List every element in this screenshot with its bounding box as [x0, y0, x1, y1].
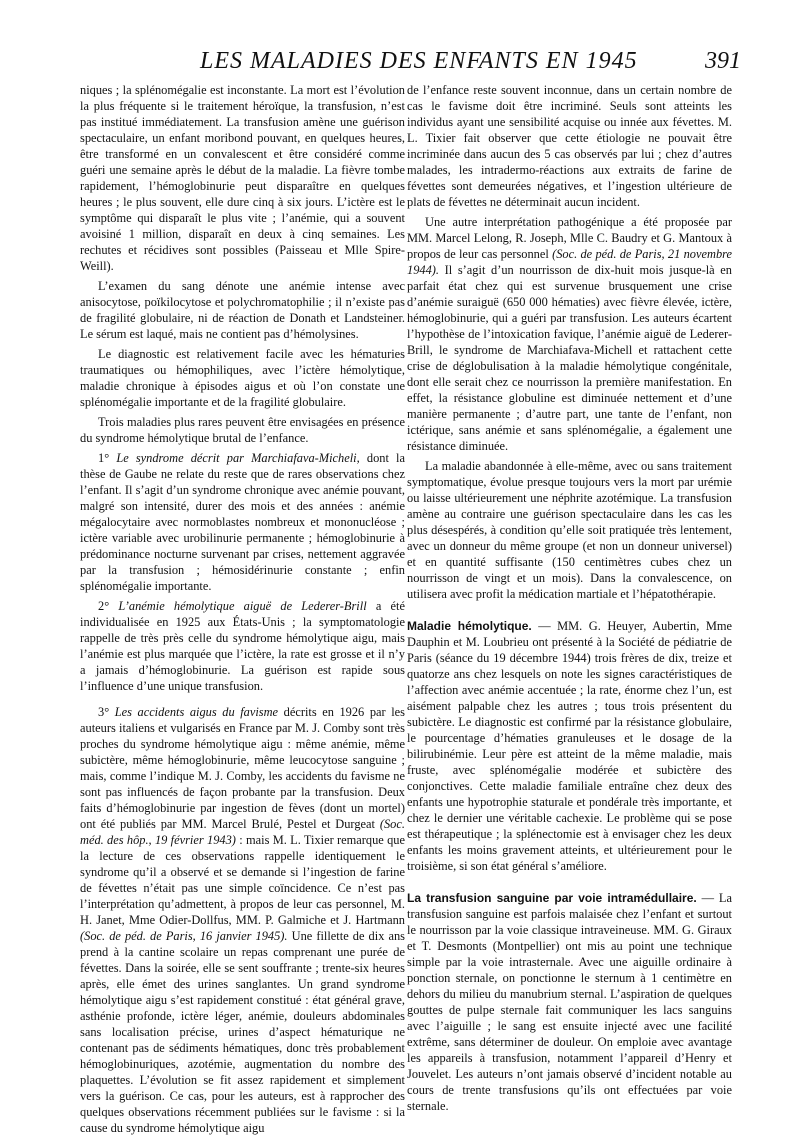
citation: (Soc. de péd. de Paris, 16 janvier 1945). — [80, 929, 288, 943]
section-transfusion-intramedullaire — [407, 890, 732, 1114]
section-maladie-hemolytique — [407, 618, 732, 874]
item-title: Le syndrome décrit par Marchiafava-Micheli, — [116, 451, 360, 465]
section-text: — MM. G. Heuyer, Aubertin, Mme Dauphin et M. Loubrieu ont présenté à la Société de pédiatrie de Paris (séance du 19 décembre 1944) trois frères de dix, treize et quatorze ans chez lesquels on note les signes caractéristiques de l’affection avec anémie accentuée ; la rate, énorme chez l’un, est aisément palpable chez les autres ; tous trois présentent du subictère. Le diagnostic est confirmé par la résistance globulaire, le pourcentage d’hématies granuleuses et le dosage de la bilirubinémie. Leur père est atteint de la même maladie, mais fruste, avec splénomégalie modérée et subictère des conjonctives. Cette maladie familiale entraîne chez deux des enfants une hypotrophie staturale et pondérale très importante, et chez le dernier une véritable cachexie. Le problème qui se pose est thérapeutique ; la splénectomie est à envisager chez les deux enfants les moins gravement atteints, et ultérieurement pour le troisième, si son état général s’améliore. — [407, 619, 732, 873]
item-text: Une autre interprétation pathogénique a été proposée par MM. Marcel Lelong, R. Joseph, Mlle C. Baudry et G. Mantoux à propos de leur cas personnel — [407, 215, 732, 261]
item-number: 2° — [98, 599, 110, 613]
paragraph: La maladie abandonnée à elle-même, avec ou sans traitement symptomatique, évolue presque toujours vers la mort par urémie ou laisse ultérieurement une néphrite azotémique. La transfusion amène au contraire une guérison spectaculaire dans les cas les plus désespérés, à condition qu’elle soit pratiquée très lentement, avec un donneur du même groupe (et non un donneur universel) et en quantité suffisante (150 centimètres cubes chez un nourrisson de vingt et un mois). Dans la convalescence, on utilisera avec profit la médication martiale et l’hépatothérapie. — [407, 459, 732, 601]
paragraph-favisme — [80, 704, 405, 1136]
paragraph-lederer-brill — [80, 598, 405, 694]
item-number: 3° — [98, 705, 110, 719]
item-title: L’anémie hémolytique aiguë de Lederer-Brill — [118, 599, 367, 613]
item-text: : mais M. L. Tixier remarque que la lecture de ces observations rappelle identiquement le syndrome qu’il a observé et se demande si l’ingestion de farine de févettes n’était pas une simple coïncidence. Ce n’est pas l’interprétation qu’admettent, à propos de leur cas personnel, M. H. Janet, Mme Odier-Dollfus, MM. P. Galmiche et J. Hartmann — [80, 833, 405, 927]
paragraph: Le diagnostic est relativement facile avec les hématuries traumatiques ou hémophiliques, avec l’ictère hémolytique, maladie chronique à épisodes aigus et où l’on constate une splénomégalie importante et de la fragilité globulaire. — [80, 347, 405, 409]
paragraph: L’examen du sang dénote une anémie intense avec anisocytose, poïkilocytose et polychromatophilie ; il n’existe pas de fragilité globulaire, ni de réaction de Donath et Landsteiner. Le sérum est laqué, mais ne contient pas d’hémolysines. — [80, 279, 405, 341]
item-text: a été individualisée en 1925 aux États-Unis ; la symptomatologie rappelle de très près celle du syndrome hémolytique aigu, mais l’anémie est plus marquée que l’ictère, la rate est grosse et il n’y a jamais d’hémoglobinurie. La guérison est rapide sous l’influence d’une unique transfusion. — [80, 599, 405, 693]
running-title: LES MALADIES DES ENFANTS EN 1945 — [200, 48, 638, 74]
item-text: décrits en 1926 par les auteurs italiens et vulgarisés en France par M. J. Comby sont très proches du syndrome hémolytique aigu : même anémie, même subictère, même hémoglobinurie, même leucocytose sanguine ; mais, comme l’indique M. J. Comby, les accidents du favisme ne sont pas influencés de façon probante par la transfusion. Deux faits d’hémoglobinurie par ingestion de fèves (dont un mortel) ont été publiés par MM. Marcel Brulé, Pestel et Durgeat — [80, 705, 405, 831]
paragraph: de l’enfance reste souvent inconnue, dans un certain nombre de cas le favisme doit être incriminé. Seuls sont atteints les individus ayant une sensibilité acquise ou innée aux févettes. M. L. Tixier fait observer que cette étiologie ne pouvait être incriminée dans aucun des 5 cas observés par lui ; chez d’autres malades, les intradermo-réactions aux extraits de farine de févettes sont demeurées négatives, et l’ingestion ultérieure de plats de févettes ne déterminait aucun incident. — [407, 83, 732, 209]
item-text: dont la thèse de Gaube ne relate du reste que de rares observations chez l’enfant. Il s’agit d’un syndrome chronique avec anémie pouvant, malgré son intensité, durer des mois et des années : anémie mégalocytaire avec normoblastes nombreux et mononucléose ; ictère variable avec urobilinurie permanente ; hémoglobinurie à prédominance nocturne survenant par crises, nettement aggravée par la transfusion ; hémosidérinurie constante ; enfin splénomégalie importante. — [80, 451, 405, 593]
paragraph: niques ; la splénomégalie est inconstante. La mort est l’évolution la plus fréquente si le traitement héroïque, la transfusion, n’est pas institué immédiatement. La transfusion amène une guérison spectaculaire, un enfant moribond pouvant, en quelques heures, être transformé en un convalescent et être considéré comme guéri une semaine après le début de la maladie. La fièvre tombe rapidement, l’hémoglobinurie peut disparaître en quelques heures ; le plus souvent, elle dure cinq à six jours. L’ictère est le symptôme qui disparaît le plus vite ; l’anémie, qui a souvent avoisiné 1 million, disparaît en deux à cinq semaines. Les rechutes et récidives sont possibles (Paisseau et Mlle Spire-Weill). — [80, 83, 405, 273]
section-heading: La transfusion sanguine par voie intramédullaire. — [407, 891, 697, 905]
page-number: 391 — [705, 48, 741, 74]
left-column — [80, 82, 405, 1140]
citation: (Soc. méd. des hôp., 19 février 1943) — [80, 817, 405, 847]
section-text: — La transfusion sanguine est parfois malaisée chez l’enfant et surtout le nourrisson par la voie classique intraveineuse. MM. G. Giraux et T. Desmonts (Montpellier) ont mis au point une technique simple par la voie intrasternale. Avec une aiguille ordinaire à ponction sternale, on ponctionne le sternum à 1 centimètre en dehors du milieu du manubrium sternal. L’aspiration de quelques gouttes de pulpe sternale fait communiquer les lacs sanguins avec l’aiguille ; le sang est ensuite injecté avec une facilité extrême, sans déterminer de douleur. On emploie avec avantage les appareils à transfusion, notamment l’appareil d’Henry et Jouvelet. Les auteurs n’ont jamais observé d’incident notable au cours de trente transfusions qu’ils ont effectuées par voie sternale. — [407, 891, 732, 1113]
item-title: Les accidents aigus du favisme — [114, 705, 279, 719]
citation: (Soc. de péd. de Paris, 21 novembre 1944). — [407, 247, 732, 277]
right-column — [407, 82, 732, 1118]
section-heading: Maladie hémolytique. — [407, 619, 532, 633]
item-number: 1° — [98, 451, 110, 465]
paragraph-lelong — [407, 214, 732, 454]
paragraph-marchiafava — [80, 450, 405, 594]
item-text: Il s’agit d’un nourrisson de dix-huit mois jusque-là en parfait état chez qui est survenue brusquement une crise d’anémie suraiguë (650 000 hématies) avec fièvre élevée, ictère, hémoglobinurie, qui a guéri par transfusion. Les auteurs écartent l’hypothèse de l’intoxication favique, l’anémie aiguë de Lederer-Brill, le syndrome de Marchiafava-Michell et rattachent cette crise de déglobulisation à la maladie hémolytique congénitale, dont elle serait chez ce nourrisson la première manifestation. En effet, la résistance globuline est diminuée nettement et d’une manière permanente ; d’autre part, une tante de l’enfant, non ictérique, sans anémie et sans splénomégalie, a également une résistance diminuée. — [407, 263, 732, 453]
paragraph: Trois maladies plus rares peuvent être envisagées en présence du syndrome hémolytique brutal de l’enfance. — [80, 415, 405, 445]
item-text: Une fillette de dix ans prend à la cantine scolaire un repas comprenant une purée de févettes. Dans la soirée, elle se sent souffrante ; trente-six heures après, elle émet des urines sanglantes. Un grand syndrome hémolytique aigu s’est rapidement constitué : état général grave, asthénie profonde, ictère léger, anémie, douleurs abdominales sans localisation précise, urines d’aspect hématurique ne contenant pas de sédiments hématiques, donc très probablement hémoglobinuriques, azotémie, augmentation du nombre des plaquettes. L’évolution se fit assez rapidement et simplement vers la guérison. Ce cas, pour les auteurs, est à rapprocher des quelques observations récemment publiées sur le favisme : si la cause du syndrome hémolytique aigu — [80, 929, 405, 1135]
